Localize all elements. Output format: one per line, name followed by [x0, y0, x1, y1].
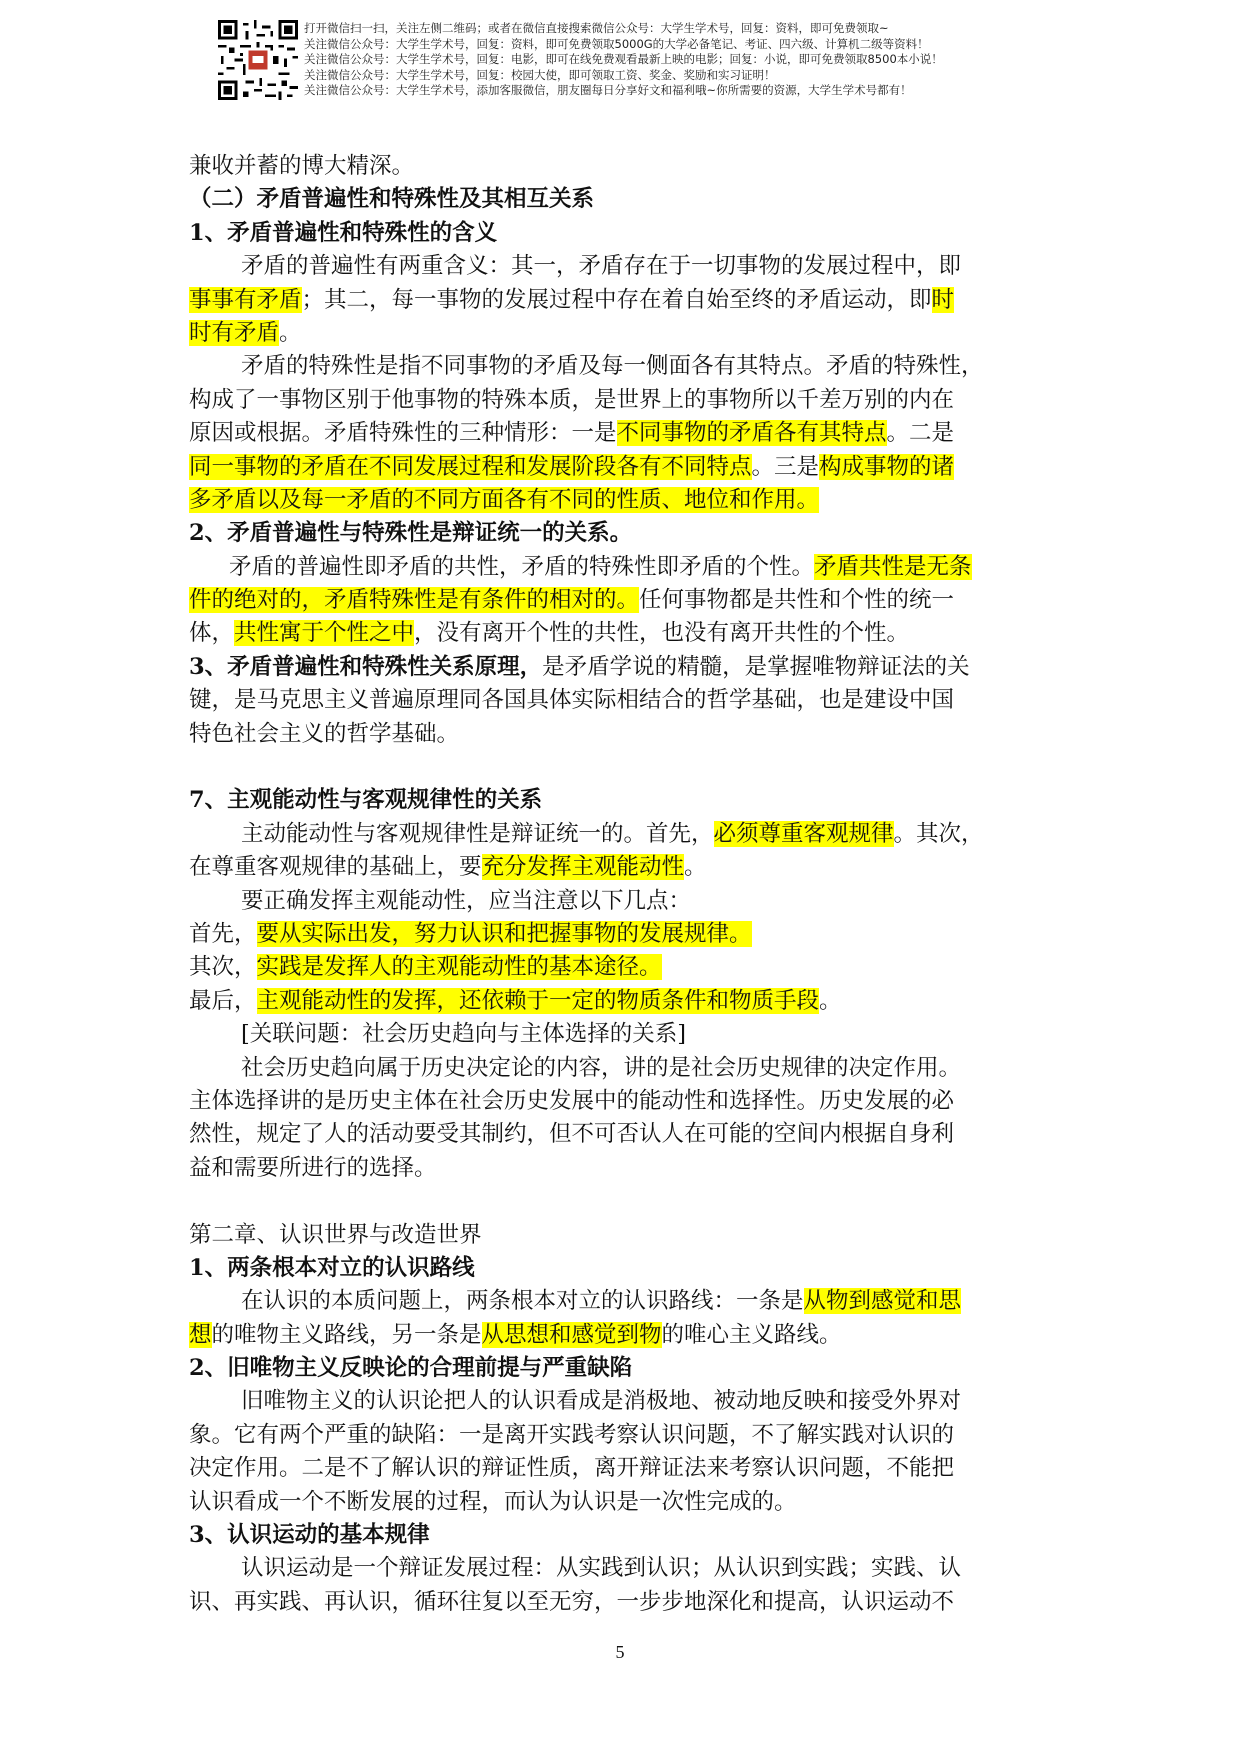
section-heading: （二）矛盾普遍性和特殊性及其相互关系 — [189, 186, 595, 213]
paragraph-line: 识、再实践、再认识，循环往复以至无穷，一步步地深化和提高，认识运动不 — [189, 1588, 955, 1615]
highlight: 不同事物的矛盾各有其特点 — [616, 420, 887, 447]
text-run: 。 — [684, 854, 707, 881]
subsection-heading: 7、主观能动性与客观规律性的关系 — [189, 787, 543, 814]
subsection-heading: 3、认识运动的基本规律 — [189, 1522, 430, 1549]
promo-line: 打开微信扫一扫，关注左侧二维码；或者在微信直接搜索微信公众号：大学生学术号，回复：资料，即可免费领取~ — [304, 21, 889, 35]
paragraph-line: 旧唯物主义的认识论把人的认识看成是消极地、被动地反映和接受外界对 — [241, 1388, 962, 1415]
highlight: 从思想和感觉到物 — [481, 1321, 662, 1348]
paragraph-line: [关联问题：社会历史趋向与主体选择的关系] — [241, 1021, 687, 1048]
text-run: 矛盾的普遍性即矛盾的共性，矛盾的特殊性即矛盾的个性。 — [229, 553, 815, 580]
text-run: ，没有离开个性的共性，也没有离开共性的个性。 — [414, 620, 910, 647]
paragraph-line — [189, 985, 1055, 1018]
paragraph-line: 认识运动是一个辩证发展过程：从实践到认识；从认识到实践；实践、认 — [241, 1555, 962, 1582]
highlight: 构成事物的诸 — [819, 453, 955, 480]
promo-line: 关注微信公众号：大学生学术号，添加客服微信，朋友圈每日分享好文和福利哦~你所需要的资源，大学生学术号都有！ — [304, 83, 912, 98]
highlight: 实践是发挥人的主观能动性的基本途径。 — [256, 954, 662, 981]
paragraph-line — [189, 284, 1055, 317]
paragraph-line: 主体选择讲的是历史主体在社会历史发展中的能动性和选择性。历史发展的必 — [189, 1087, 955, 1114]
text-run: 主动能动性与客观规律性是辩证统一的。首先， — [241, 820, 714, 847]
highlight: 想 — [189, 1321, 212, 1348]
bold-lead: 3、矛盾普遍性和特殊性关系原理， — [189, 653, 543, 680]
text-run: 。其次， — [893, 820, 984, 847]
paragraph-line — [189, 818, 1055, 851]
document-body — [189, 150, 1055, 1619]
blank-line — [189, 751, 1055, 784]
paragraph-line: 象。它有两个严重的缺陷：一是离开实践考察认识问题，不了解实践对认识的 — [189, 1421, 955, 1448]
text-run: 最后， — [189, 987, 257, 1014]
text-run: 。 — [819, 987, 842, 1014]
subsection-heading: 1、矛盾普遍性和特殊性的含义 — [189, 219, 498, 246]
chapter-heading: 第二章、认识世界与改造世界 — [189, 1221, 482, 1248]
highlight: 时有矛盾 — [189, 319, 280, 346]
highlight: 矛盾共性是无条 — [814, 553, 972, 580]
paragraph-line: 认识看成一个不断发展的过程，而认为认识是一次性完成的。 — [189, 1488, 797, 1515]
paragraph-line — [189, 951, 1055, 984]
paragraph-line — [189, 551, 1055, 584]
text-run: 其次， — [189, 954, 257, 981]
text-run: 。二是 — [886, 420, 955, 447]
paragraph-line — [189, 651, 1055, 684]
text-run: 首先， — [189, 920, 257, 947]
promo-text — [304, 21, 984, 99]
promo-line: 关注微信公众号：大学生学术号，回复：校园大使，即可领取工资、奖金、奖励和实习证明！ — [304, 67, 776, 82]
blank-line — [189, 1185, 1055, 1218]
text-run: 原因或根据。矛盾特殊性的三种情形：一是 — [189, 420, 617, 447]
text-run: ；其二，每一事物的发展过程中存在着自始至终的矛盾运动，即 — [301, 286, 932, 313]
highlight: 要从实际出发，努力认识和把握事物的发展规律。 — [256, 920, 752, 947]
paragraph-line — [189, 584, 1055, 617]
qr-code-icon — [218, 20, 298, 100]
paragraph-line — [189, 484, 1055, 517]
highlight: 共性寓于个性之中 — [234, 620, 415, 647]
text-run: 在认识的本质问题上，两条根本对立的认识路线：一条是 — [241, 1288, 804, 1315]
paragraph-line: 兼收并蓄的博大精深。 — [189, 153, 415, 179]
text-run: 任何事物都是共性和个性的统一 — [639, 587, 955, 614]
paragraph-line — [189, 1285, 1055, 1318]
text-run: 的唯物主义路线，另一条是 — [211, 1321, 482, 1348]
page-header — [218, 20, 978, 100]
highlight: 时 — [931, 286, 955, 313]
promo-line: 关注微信公众号：大学生学术号，回复：资料，即可免费领取5000G的大学必备笔记、考证、四六级、计算机二级等资料！ — [304, 36, 929, 51]
paragraph-line — [189, 1319, 1055, 1352]
text-run: 体， — [189, 620, 235, 647]
paragraph-line: 矛盾的普遍性有两重含义：其一，矛盾存在于一切事物的发展过程中，即 — [241, 253, 962, 280]
text-run: 。 — [279, 319, 302, 346]
paragraph-line: 矛盾的特殊性是指不同事物的矛盾及每一侧面各有其特点。矛盾的特殊性， — [241, 353, 984, 380]
highlight: 充分发挥主观能动性 — [481, 854, 685, 881]
highlight: 多矛盾以及每一矛盾的不同方面各有不同的性质、地位和作用。 — [189, 486, 820, 513]
highlight: 从物到感觉和思 — [803, 1288, 962, 1315]
paragraph-line: 社会历史趋向属于历史决定论的内容，讲的是社会历史规律的决定作用。 — [241, 1054, 962, 1081]
highlight: 事事有矛盾 — [189, 286, 302, 313]
paragraph-line — [189, 918, 1055, 951]
paragraph-line — [189, 617, 1055, 650]
paragraph-line: 益和需要所进行的选择。 — [189, 1154, 437, 1181]
paragraph-line — [189, 317, 1055, 350]
paragraph-line — [189, 451, 1055, 484]
paragraph-line: 然性，规定了人的活动要受其制约，但不可否认人在可能的空间内根据自身利 — [189, 1121, 955, 1148]
highlight: 同一事物的矛盾在不同发展过程和发展阶段各有不同特点 — [189, 453, 752, 480]
text-run: 在尊重客观规律的基础上，要 — [189, 854, 482, 881]
page-number: 5 — [615, 1642, 625, 1662]
paragraph-line: 构成了一事物区别于他事物的特殊本质，是世界上的事物所以千差万别的内在 — [189, 386, 955, 413]
paragraph-line — [189, 417, 1055, 450]
paragraph-line — [189, 851, 1055, 884]
highlight: 必须尊重客观规律 — [713, 820, 894, 847]
highlight: 主观能动性的发挥，还依赖于一定的物质条件和物质手段 — [256, 987, 820, 1014]
paragraph-line: 决定作用。二是不了解认识的辩证性质，离开辩证法来考察认识问题，不能把 — [189, 1455, 955, 1482]
paragraph-line: 要正确发挥主观能动性，应当注意以下几点： — [241, 887, 692, 914]
subsection-heading: 1、两条根本对立的认识路线 — [189, 1254, 475, 1281]
subsection-heading: 2、旧唯物主义反映论的合理前提与严重缺陷 — [189, 1355, 633, 1382]
text-run: 的唯心主义路线。 — [661, 1321, 842, 1348]
subsection-heading: 2、矛盾普遍性与特殊性是辩证统一的关系。 — [189, 520, 633, 547]
paragraph-line: 特色社会主义的哲学基础。 — [189, 720, 460, 747]
paragraph-line: 键，是马克思主义普遍原理同各国具体实际相结合的哲学基础，也是建设中国 — [189, 687, 955, 714]
text-run: 是矛盾学说的精髓，是掌握唯物辩证法的关 — [542, 653, 970, 680]
text-run: 。三是 — [751, 453, 820, 480]
highlight: 件的绝对的，矛盾特殊性是有条件的相对的。 — [189, 587, 640, 614]
promo-line: 关注微信公众号：大学生学术号，回复：电影，即可在线免费观看最新上映的电影；回复：小说，即可免费领取8500本小说！ — [304, 52, 943, 67]
